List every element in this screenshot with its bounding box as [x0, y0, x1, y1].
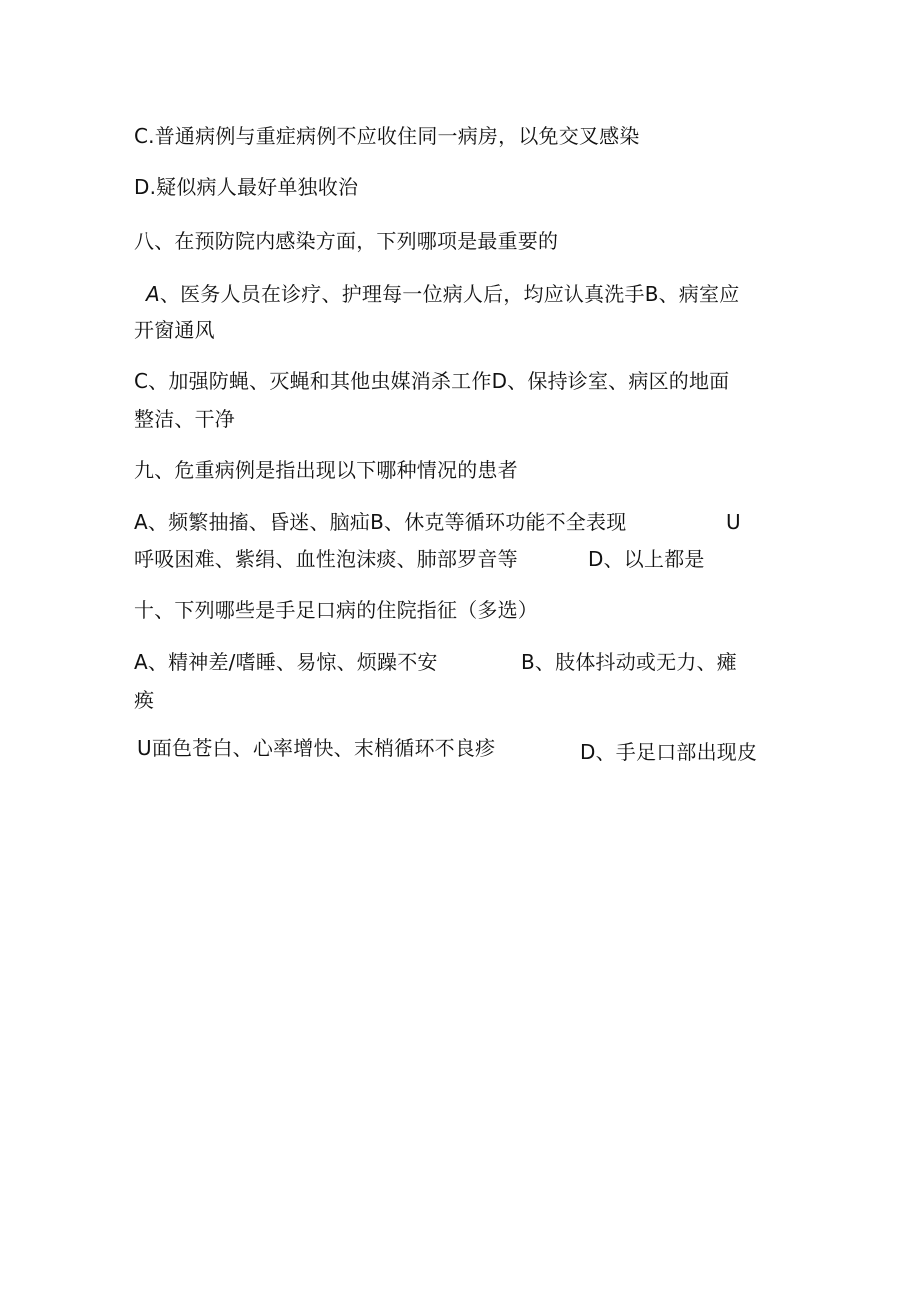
q8-option-a-text: 、医务人员在诊疗、护理每一位病人后，均应认真洗手B、病室应 [159, 282, 740, 306]
q10-option-a: A、精神差/嗜睡、易惊、烦躁不安 [134, 650, 438, 674]
q8-option-c-continued: 整洁、干净 [134, 407, 235, 431]
q9-options-ab: A、频繁抽搐、昏迷、脑疝B、休克等循环功能不全表现 [134, 510, 627, 534]
q8-option-a-letter: A [146, 282, 160, 306]
q8-option-c: C、加强防蝇、灭蝇和其他虫媒消杀工作D、保持诊室、病区的地面 [134, 369, 730, 393]
q7-option-c: C.普通病例与重症病例不应收住同一病房，以免交叉感染 [134, 124, 640, 148]
q9-stem: 九、危重病例是指出现以下哪种情况的患者 [134, 458, 518, 482]
q10-option-d: D、手足口部出现皮 [580, 740, 758, 764]
q8-option-a-continued: 开窗通风 [134, 318, 215, 342]
q10-stem: 十、下列哪些是手足口病的住院指征（多选） [134, 598, 538, 622]
q8-option-a [146, 281, 739, 307]
q7-option-d: D.疑似病人最好单独收治 [134, 175, 359, 199]
q9-option-d: D、以上都是 [588, 547, 705, 571]
q8-stem: 八、在预防院内感染方面，下列哪项是最重要的 [134, 229, 559, 253]
q10-option-c: U面色苍白、心率增快、末梢循环不良疹 [137, 736, 496, 760]
q9-option-c-text: 呼吸困难、紫绢、血性泡沫痰、肺部罗音等 [134, 547, 518, 571]
q10-option-b: B、肢体抖动或无力、瘫 [521, 650, 737, 674]
q10-option-b-continued: 痪 [134, 688, 155, 712]
q9-option-c-letter: U [726, 510, 741, 534]
